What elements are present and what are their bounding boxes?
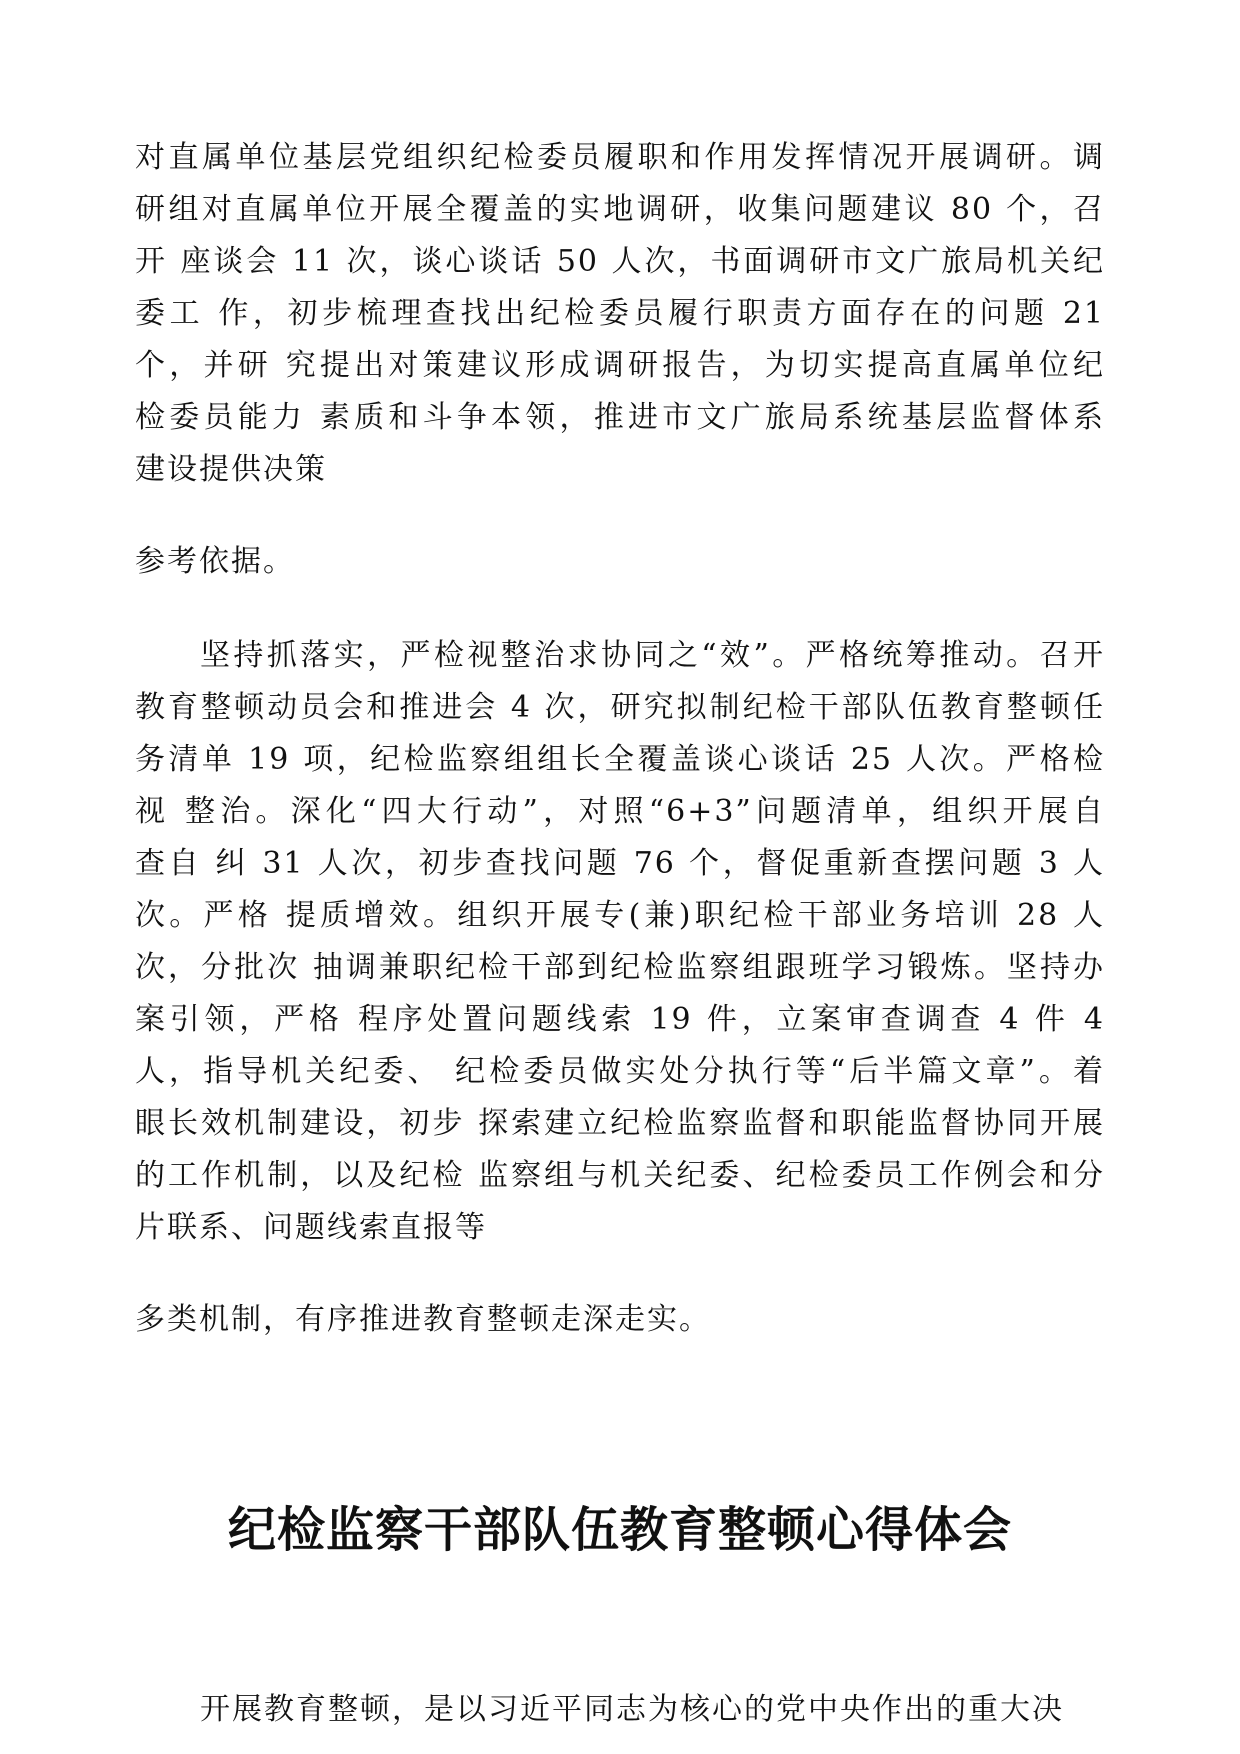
paragraph-1-line-2: 研组对直属单位开展全覆盖的实地调研，收集问题建议 80 个，召 xyxy=(135,192,1105,227)
paragraph-2-line-5: 查自 纠 31 人次，初步查找问题 76 个，督促重新查摆问题 3 人 xyxy=(135,846,1105,881)
paragraph-2-line-7: 次，分批次 抽调兼职纪检干部到纪检监察组跟班学习锻炼。坚持办 xyxy=(135,950,1105,985)
paragraph-1-line-3: 开 座谈会 11 次，谈心谈话 50 人次，书面调研市文广旅局机关纪 xyxy=(135,244,1105,279)
paragraph-2-line-3: 务清单 19 项，纪检监察组组长全覆盖谈心谈话 25 人次。严格检 xyxy=(135,742,1105,777)
paragraph-2-line-8: 案引领，严格 程序处置问题线索 19 件，立案审查调查 4 件 4 xyxy=(135,1002,1105,1037)
paragraph-2-line-1: 坚持抓落实，严检视整治求协同之“效”。严格统筹推动。召开 xyxy=(200,638,1105,673)
paragraph-2-line-10: 眼长效机制建设，初步 探索建立纪检监察监督和职能监督协同开展 xyxy=(135,1106,1105,1141)
paragraph-2-line-2: 教育整顿动员会和推进会 4 次，研究拟制纪检干部队伍教育整顿任 xyxy=(135,690,1105,725)
paragraph-2-line-12: 片联系、问题线索直报等 xyxy=(135,1210,487,1245)
paragraph-1-line-1: 对直属单位基层党组织纪检委员履职和作用发挥情况开展调研。调 xyxy=(135,140,1105,175)
paragraph-2-line-4: 视 整治。深化“四大行动”，对照“6+3”问题清单，组织开展自 xyxy=(135,794,1105,829)
paragraph-3-line-1: 开展教育整顿，是以习近平同志为核心的党中央作出的重大决 xyxy=(200,1692,1064,1727)
paragraph-1-line-6: 检委员能力 素质和斗争本领，推进市文广旅局系统基层监督体系 xyxy=(135,400,1105,435)
paragraph-2-tail: 多类机制，有序推进教育整顿走深走实。 xyxy=(135,1302,711,1337)
paragraph-2-line-9: 人，指导机关纪委、 纪检委员做实处分执行等“后半篇文章”。着 xyxy=(135,1054,1105,1089)
paragraph-1-line-4: 委工 作，初步梳理查找出纪检委员履行职责方面存在的问题 21 xyxy=(135,296,1105,331)
paragraph-1-line-7: 建设提供决策 xyxy=(135,452,327,487)
paragraph-1-tail: 参考依据。 xyxy=(135,544,295,579)
paragraph-1-line-5: 个，并研 究提出对策建议形成调研报告，为切实提高直属单位纪 xyxy=(135,348,1105,383)
section-title: 纪检监察干部队伍教育整顿心得体会 xyxy=(227,1502,1012,1558)
paragraph-2-line-6: 次。严格 提质增效。组织开展专(兼)职纪检干部业务培训 28 人 xyxy=(135,898,1105,933)
paragraph-2-line-11: 的工作机制，以及纪检 监察组与机关纪委、纪检委员工作例会和分 xyxy=(135,1158,1105,1193)
